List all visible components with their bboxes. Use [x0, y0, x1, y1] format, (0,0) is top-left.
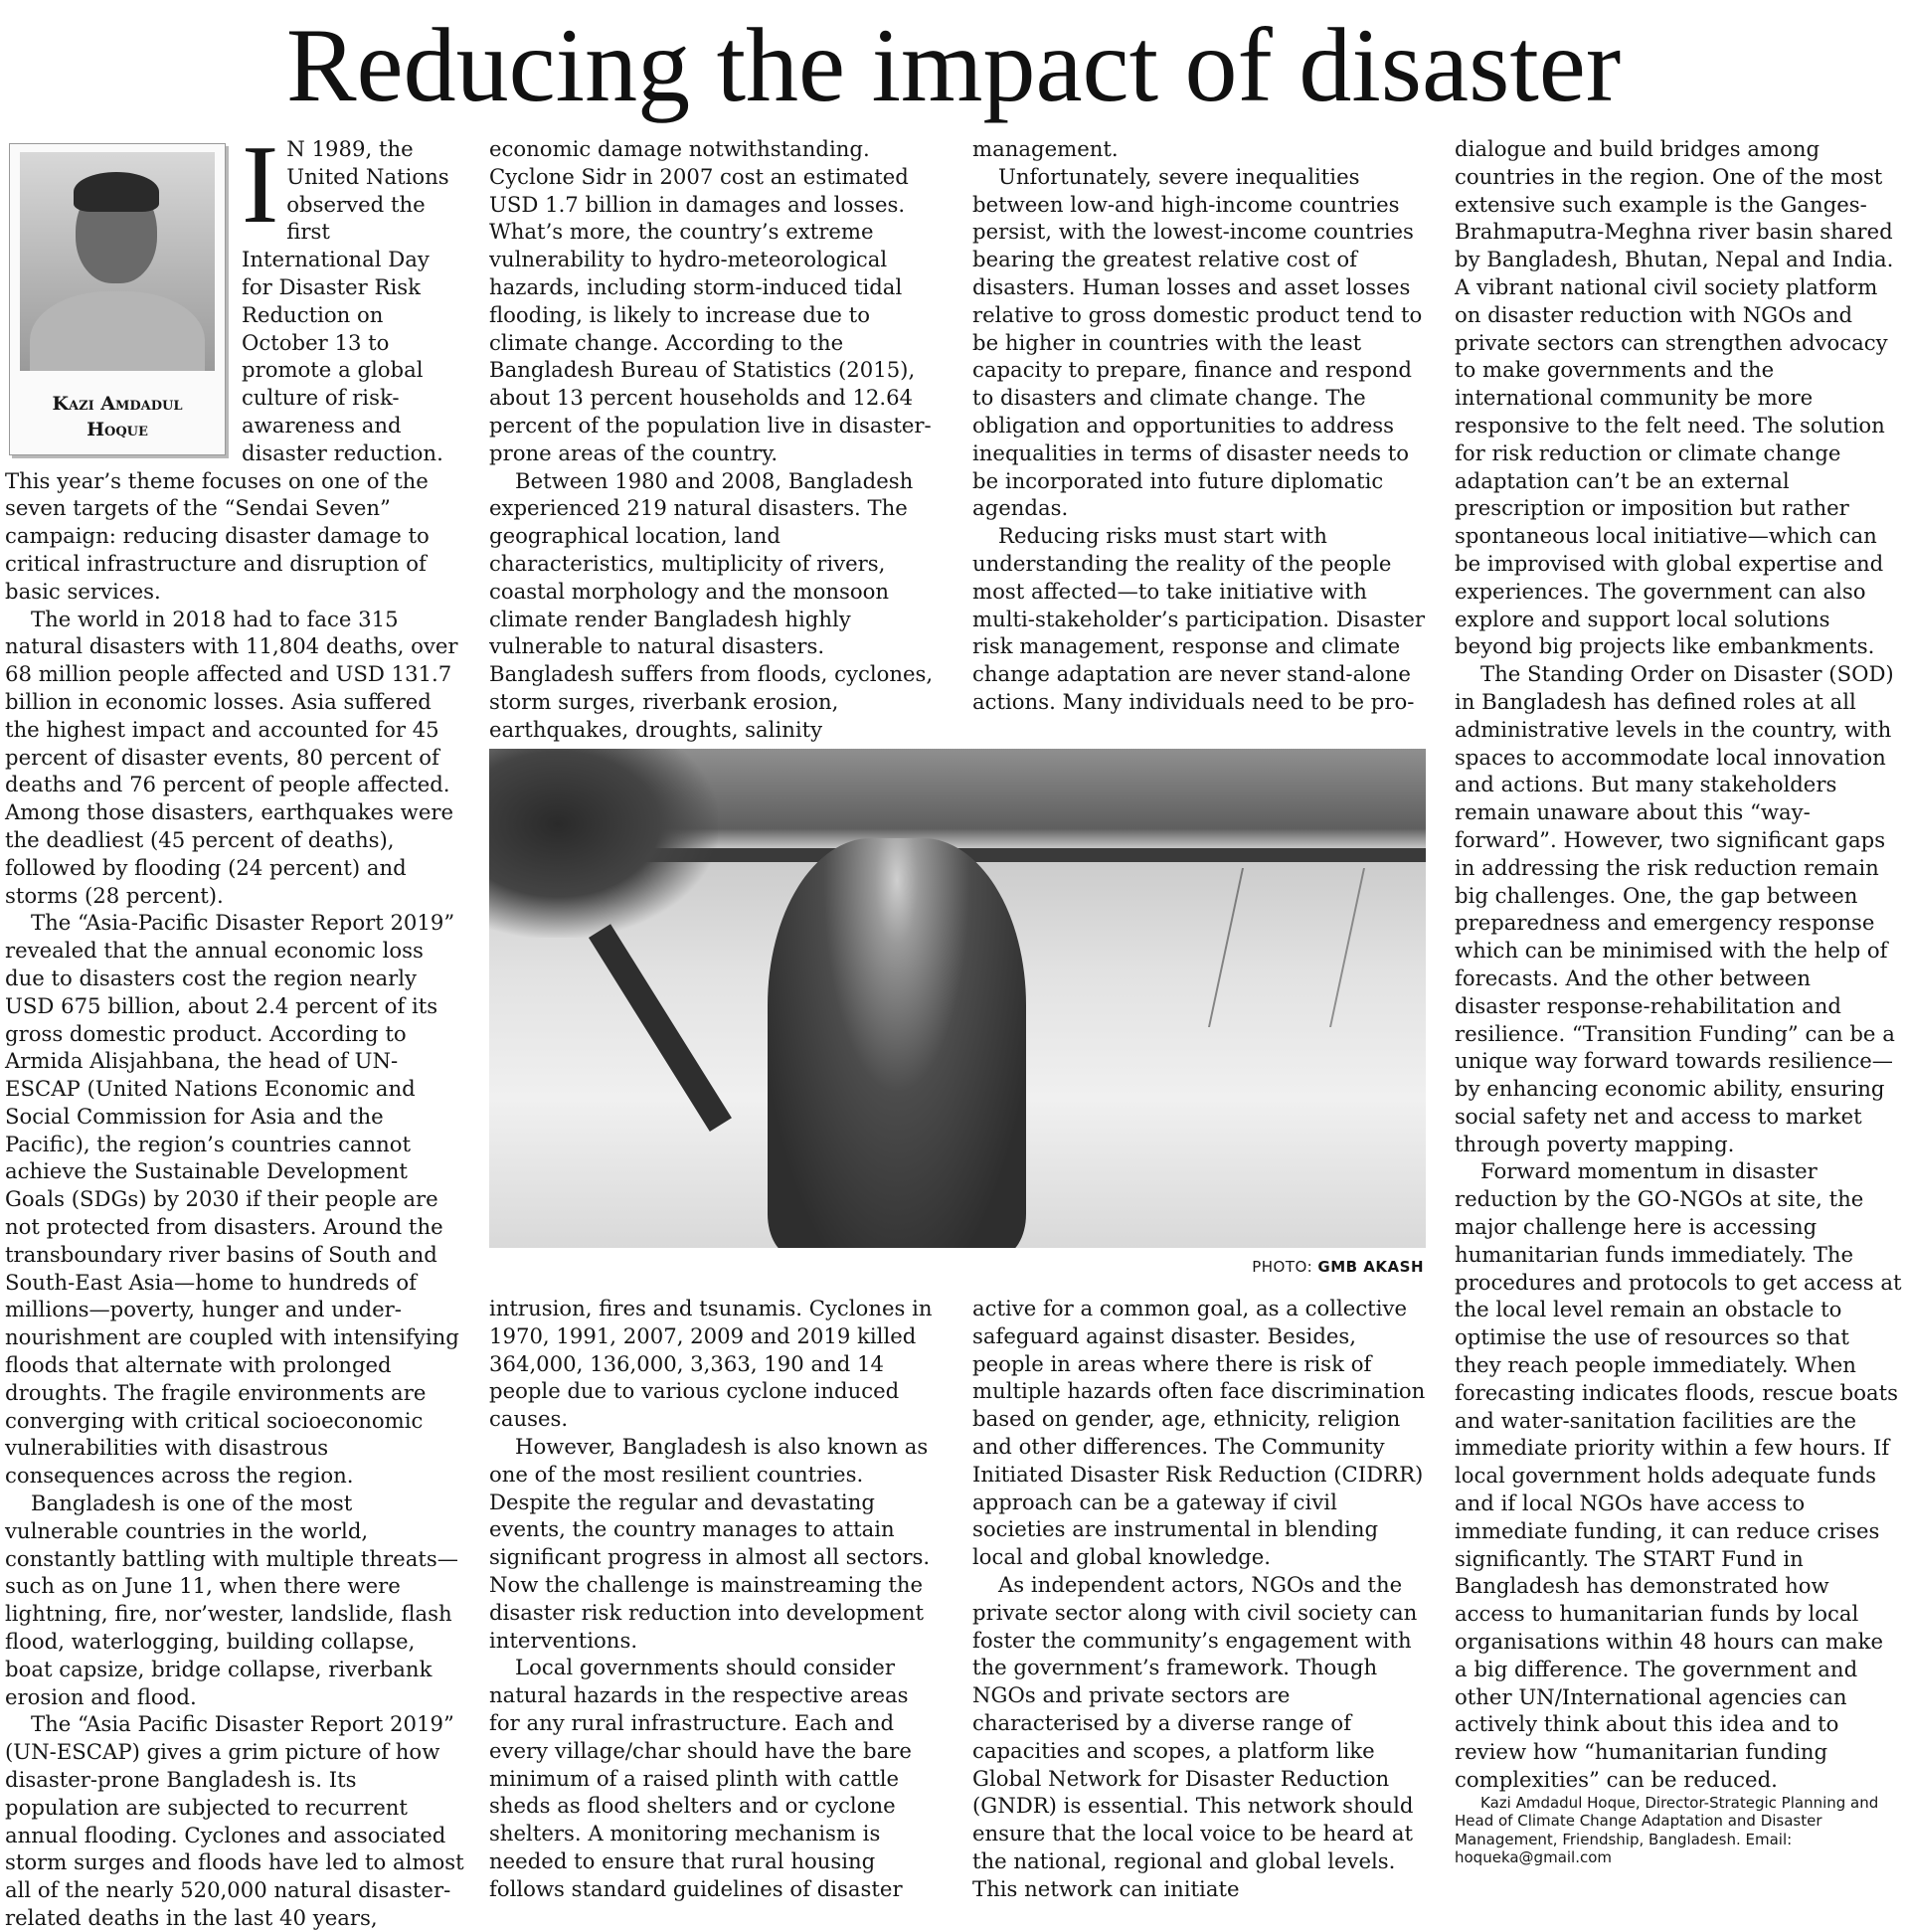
- article-column-2-top: [489, 135, 945, 744]
- paragraph: active for a common goal, as a collective safeguard against disaster. Besides, people in areas where there is risk of multiple hazards often face discrimination based on gender, age, ethnicity, religion and other differences. The Community Initiated Disaster Risk Reduction (CIDRR) approach can be a gateway if civil societies are instrumental in blending local and global knowledge.: [972, 1296, 1426, 1570]
- article-column-4: [1455, 135, 1902, 1867]
- photographer-name: GMB AKASH: [1317, 1258, 1424, 1276]
- author-name-line2: Hoque: [87, 419, 148, 440]
- author-name: [10, 391, 225, 442]
- paragraph: management.: [972, 136, 1119, 161]
- article-column-3-top: [972, 135, 1426, 716]
- author-bio: Kazi Amdadul Hoque, Director-Strategic Planning and Head of Climate Change Adaptation and Disaster Management, Friendship, Bangladesh. Email: hoqueka@gmail.com: [1455, 1793, 1879, 1867]
- photo-credit: PHOTO: GMB AKASH: [1252, 1258, 1424, 1276]
- woman-figure: [768, 838, 1026, 1248]
- paragraph: dialogue and build bridges among countries in the region. One of the most extensive such example is the Ganges-Brahmaputra-Meghna river basin shared by Bangladesh, Bhutan, Nepal and India. A vibrant national civil society platform on disaster reduction with NGOs and private sectors can strengthen advocacy to make governments and the international community be more responsive to the felt need. The solution for risk reduction or climate change adaptation can’t be an external prescription or imposition but rather spontaneous local initiative—which can be improvised with global expertise and experiences. The government can also explore and support local solutions beyond big projects like embankments.: [1455, 136, 1894, 659]
- paragraph: economic damage notwithstanding. Cyclone Sidr in 2007 cost an estimated USD 1.7 billion in damages and losses. What’s more, the country’s extreme vulnerability to hydro-meteorological hazards, including storm-induced tidal flooding, is likely to increase due to climate change. According to the Bangladesh Bureau of Statistics (2015), about 13 percent households and 12.64 percent of the population live in disaster-prone areas of the country.: [489, 136, 932, 465]
- author-photo: [20, 152, 215, 371]
- paragraph: The “Asia Pacific Disaster Report 2019” (UN-ESCAP) gives a grim picture of how disaster-prone Bangladesh is. Its population are subjected to recurrent annual flooding. Cyclones and associated storm surges and floods have led to almost all of the nearly 520,000 natural disaster-related deaths in the last 40 years,: [5, 1711, 464, 1930]
- paragraph: Local governments should consider natural hazards in the respective areas for any rural infrastructure. Each and every village/char should have the bare minimum of a raised plinth with cattle sheds as flood shelters and or cyclone shelters. A monitoring mechanism is needed to ensure that rural housing follows standard guidelines of disaster: [489, 1655, 912, 1901]
- paragraph: Between 1980 and 2008, Bangladesh experienced 219 natural disasters. The geographical location, land characteristics, multiplicity of rivers, coastal morphology and the monsoon climate render Bangladesh highly vulnerable to natural disasters. Bangladesh suffers from floods, cyclones, storm surges, riverbank erosion, earthquakes, droughts, salinity: [489, 467, 934, 742]
- article-column-1: [5, 123, 464, 1932]
- paragraph: Unfortunately, severe inequalities between low-and high-income countries persist, with the lowest-income countries bearing the greatest relative cost of disasters. Human losses and asset losses relative to gross domestic product tend to be higher in countries with the least capacity to prepare, finance and respond to disasters and climate change. The obligation and opportunities to address inequalities in terms of disaster needs to be incorporated into future diplomatic agendas.: [972, 163, 1423, 521]
- paragraph: Reducing risks must start with understanding the reality of the people most affected—to take initiative with multi-stakeholder’s participation. Disaster risk management, response and climate change adaptation are never stand-alone actions. Many individuals need to be pro-: [972, 523, 1426, 714]
- paragraph: Bangladesh is one of the most vulnerable countries in the world, constantly battling with multiple threats—such as on June 11, when there were lightning, fire, nor’wester, landslide, flash flood, waterlogging, building collapse, boat capsize, bridge collapse, riverbank erosion and flood.: [5, 1491, 458, 1709]
- article-photo: [489, 749, 1426, 1248]
- article-column-2-bottom: [489, 1295, 945, 1903]
- author-box: [9, 143, 226, 455]
- paragraph: The “Asia-Pacific Disaster Report 2019” revealed that the annual economic loss due to disasters cost the region nearly USD 675 billion, about 2.4 percent of its gross domestic product. According to Armida Alisjahbana, the head of UN-ESCAP (United Nations Economic and Social Commission for Asia and the Pacific), the region’s countries cannot achieve the Sustainable Development Goals (SDGs) by 2030 if their people are not protected from disasters. Around the transboundary river basins of South and South-East Asia—home to hundreds of millions—poverty, hunger and under-nourishment are coupled with intensifying floods that alternate with prolonged droughts. The fragile environments are converging with critical socioeconomic vulnerabilities with disastrous consequences across the region.: [5, 910, 459, 1489]
- paragraph: I N 1989, the United Nations observed the first International Day for Disaster Risk Reduction on October 13 to promote a global culture of risk-awareness and disaster reduction. This year’s theme focuses on one of the seven targets of the “Sendai Seven” campaign: reducing disaster damage to critical infrastructure and disruption of basic services.: [5, 123, 449, 604]
- paragraph: intrusion, fires and tsunamis. Cyclones in 1970, 1991, 2007, 2009 and 2019 killed 364,000, 136,000, 3,363, 190 and 14 people due to various cyclone induced causes.: [489, 1296, 933, 1432]
- author-name-line1: Kazi Amdadul: [52, 393, 183, 415]
- paragraph: The Standing Order on Disaster (SOD) in Bangladesh has defined roles at all administrative levels in the country, with spaces to accommodate local innovation and actions. But many stakeholders remain unaware about this “way-forward”. However, two significant gaps in addressing the risk reduction remain big challenges. One, the gap between preparedness and emergency response which can be minimised with the help of forecasts. And the other between disaster response-rehabilitation and resilience. “Transition Funding” can be a unique way forward towards resilience—by enhancing economic ability, ensuring social safety net and access to market through poverty mapping.: [1455, 661, 1895, 1156]
- paragraph: Forward momentum in disaster reduction by the GO-NGOs at site, the major challenge here is accessing humanitarian funds immediately. The procedures and protocols to get access at the local level remain an obstacle to optimise the use of resources so that they reach people immediately. When forecasting indicates floods, rescue boats and water-sanitation facilities are the immediate priority within a few hours. If local government holds adequate funds and if local NGOs have access to immediate funding, it can reduce crises significantly. The START Fund in Bangladesh has demonstrated how access to humanitarian funds by local organisations within 48 hours can make a big difference. The government and other UN/International agencies can actively think about this idea and to review how “humanitarian funding complexities” can be reduced.: [1455, 1158, 1902, 1793]
- drop-cap: I: [242, 123, 279, 247]
- headline: Reducing the impact of disaster: [285, 7, 1622, 123]
- paragraph: As independent actors, NGOs and the private sector along with civil society can foster the community’s engagement with the government’s framework. Though NGOs and private sectors are characterised by a diverse range of capacities and scopes, a platform like Global Network for Disaster Reduction (GNDR) is essential. This network should ensure that the local voice to be heard at the national, regional and global levels. This network can initiate: [972, 1571, 1418, 1901]
- paragraph: However, Bangladesh is also known as one of the most resilient countries. Despite the regular and devastating events, the country manages to attain significant progress in almost all sectors. Now the challenge is mainstreaming the disaster risk reduction into development interventions.: [489, 1433, 931, 1653]
- article-column-3-bottom: [972, 1295, 1426, 1903]
- paragraph: The world in 2018 had to face 315 natural disasters with 11,804 deaths, over 68 million people affected and USD 131.7 billion in economic losses. Asia suffered the highest impact and accounted for 45 percent of disaster events, 80 percent of deaths and 76 percent of people affected. Among those disasters, earthquakes were the deadliest (45 percent of deaths), followed by flooding (24 percent) and storms (28 percent).: [5, 606, 458, 908]
